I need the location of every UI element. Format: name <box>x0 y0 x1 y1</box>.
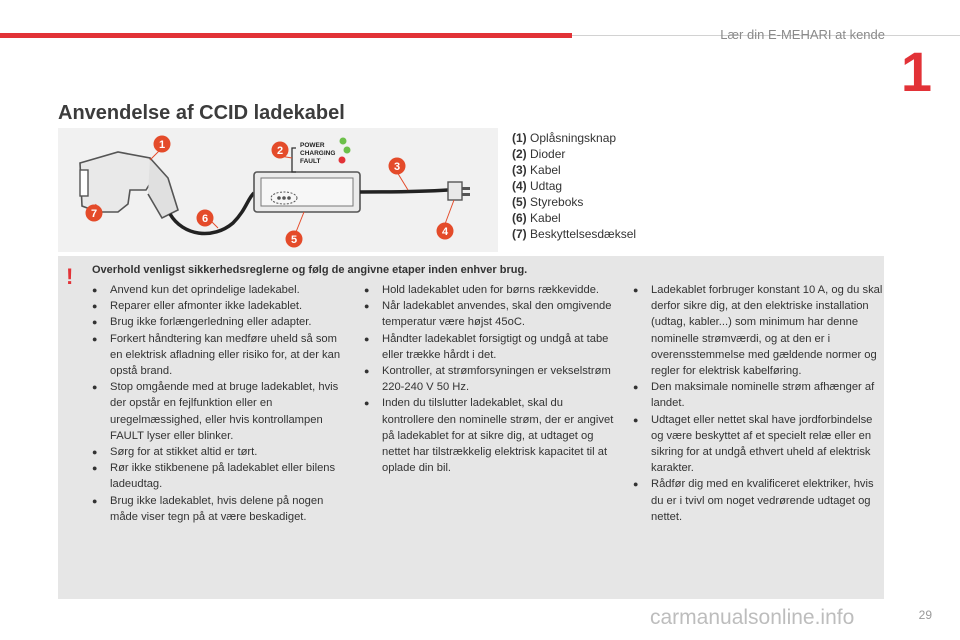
callout-5 <box>286 231 303 248</box>
parts-legend <box>512 130 636 242</box>
list-item: ● Reparer eller afmonter ikke ladekablet. <box>92 298 347 314</box>
indicator-label-charging: CHARGING <box>300 150 336 157</box>
running-header: Lær din E-MEHARI at kende <box>720 27 885 42</box>
list-item: ● Stop omgående med at bruge ladekablet, hvis der opstår en fejlfunktion eller en uregelmæssighed, eller hvis kontrollampen FAULT lyser eller blinker. <box>92 379 347 444</box>
list-item: ● Brug ikke forlængerledning eller adapter. <box>92 314 347 330</box>
power-led-icon <box>340 138 347 145</box>
header-red-rule <box>0 33 572 38</box>
list-item: ● Rør ikke stikbenene på ladekablet eller bilens ladeudtag. <box>92 460 347 492</box>
list-item: ● Når ladekablet anvendes, skal den omgivende temperatur være højst 45oC. <box>364 298 614 330</box>
svg-text:4: 4 <box>441 226 449 238</box>
list-item: ● Sørg for at stikket altid er tørt. <box>92 444 347 460</box>
list-item: ● Udtaget eller nettet skal have jordforbindelse og være beskyttet af et specielt relæ eller en sikring for at undgå ethvert uheld af elektrisk karakter. <box>633 412 883 477</box>
list-item: ● Forkert håndtering kan medføre uheld så som en elektrisk afladning eller risiko for, at der kan opstå brand. <box>92 331 347 380</box>
svg-text:6: 6 <box>201 213 209 225</box>
legend-item: (6) Kabel <box>512 211 561 225</box>
section-title: Anvendelse af CCID ladekabel <box>58 102 345 124</box>
list-item: ● Ladekablet forbruger konstant 10 A, og du skal derfor sikre dig, at den elektriske installation (udtag, kabler...) som minimum har denne nominelle strømværdi, og at den er i overensstemmelse med gældende normer og regler for elektrisk kabelføring. <box>633 282 883 379</box>
chapter-number: 1 <box>900 40 932 103</box>
indicator-label-fault: FAULT <box>300 158 321 165</box>
list-item: ● Inden du tilslutter ladekablet, skal du kontrollere den nominelle strøm, der er angivet på ladekablet for at sikre dig, at udtaget og nettet har tilstrækkelig elektrisk kapacitet til at oplade din bil. <box>364 395 614 476</box>
svg-text:7: 7 <box>90 208 98 220</box>
charging-cable-illustration <box>58 128 498 252</box>
list-item: ● Håndter ladekablet forsigtigt og undgå at tabe eller trække hårdt i det. <box>364 331 614 363</box>
legend-item: (3) Kabel <box>512 163 561 177</box>
legend-item: (4) Udtag <box>512 179 563 193</box>
legend-item: (7) Beskyttelsesdæksel <box>512 227 637 241</box>
legend-item: (2) Dioder <box>512 147 566 161</box>
svg-text:5: 5 <box>290 234 298 246</box>
page-number: 29 <box>918 608 932 622</box>
callout-6 <box>197 210 214 227</box>
indicator-label-power: POWER <box>300 142 325 149</box>
warning-icon: ! <box>66 264 74 289</box>
svg-text:3: 3 <box>393 161 401 173</box>
list-item: ● Rådfør dig med en kvalificeret elektriker, hvis du er i tvivl om noget vedrørende udtaget og nettet. <box>633 476 883 525</box>
callout-4 <box>437 223 454 240</box>
callout-1 <box>154 136 171 153</box>
list-item: ● Anvend kun det oprindelige ladekabel. <box>92 282 347 298</box>
charging-led-icon <box>344 147 351 154</box>
cable-diagram <box>58 128 498 252</box>
callout-7 <box>86 205 103 222</box>
watermark: carmanualsonline.info <box>650 606 855 629</box>
list-item: ● Brug ikke ladekablet, hvis delene på nogen måde viser tegn på at være beskadiget. <box>92 493 347 525</box>
fault-led-icon <box>339 157 346 164</box>
warning-column-1 <box>92 282 347 525</box>
list-item: ● Kontroller, at strømforsyningen er vekselstrøm 220-240 V 50 Hz. <box>364 363 614 395</box>
warning-column-3 <box>633 282 883 525</box>
callout-3 <box>389 158 406 175</box>
callout-2 <box>272 142 289 159</box>
svg-text:1: 1 <box>158 139 166 151</box>
warning-column-2 <box>364 282 614 476</box>
legend-item: (1) Oplåsningsknap <box>512 131 617 145</box>
warning-heading: Overhold venligst sikkerhedsreglerne og følg de angivne etaper inden enhver brug. <box>92 264 528 276</box>
list-item: ● Den maksimale nominelle strøm afhænger af landet. <box>633 379 883 411</box>
svg-text:2: 2 <box>276 145 284 157</box>
list-item: ● Hold ladekablet uden for børns rækkevidde. <box>364 282 614 298</box>
legend-item: (5) Styreboks <box>512 195 584 209</box>
